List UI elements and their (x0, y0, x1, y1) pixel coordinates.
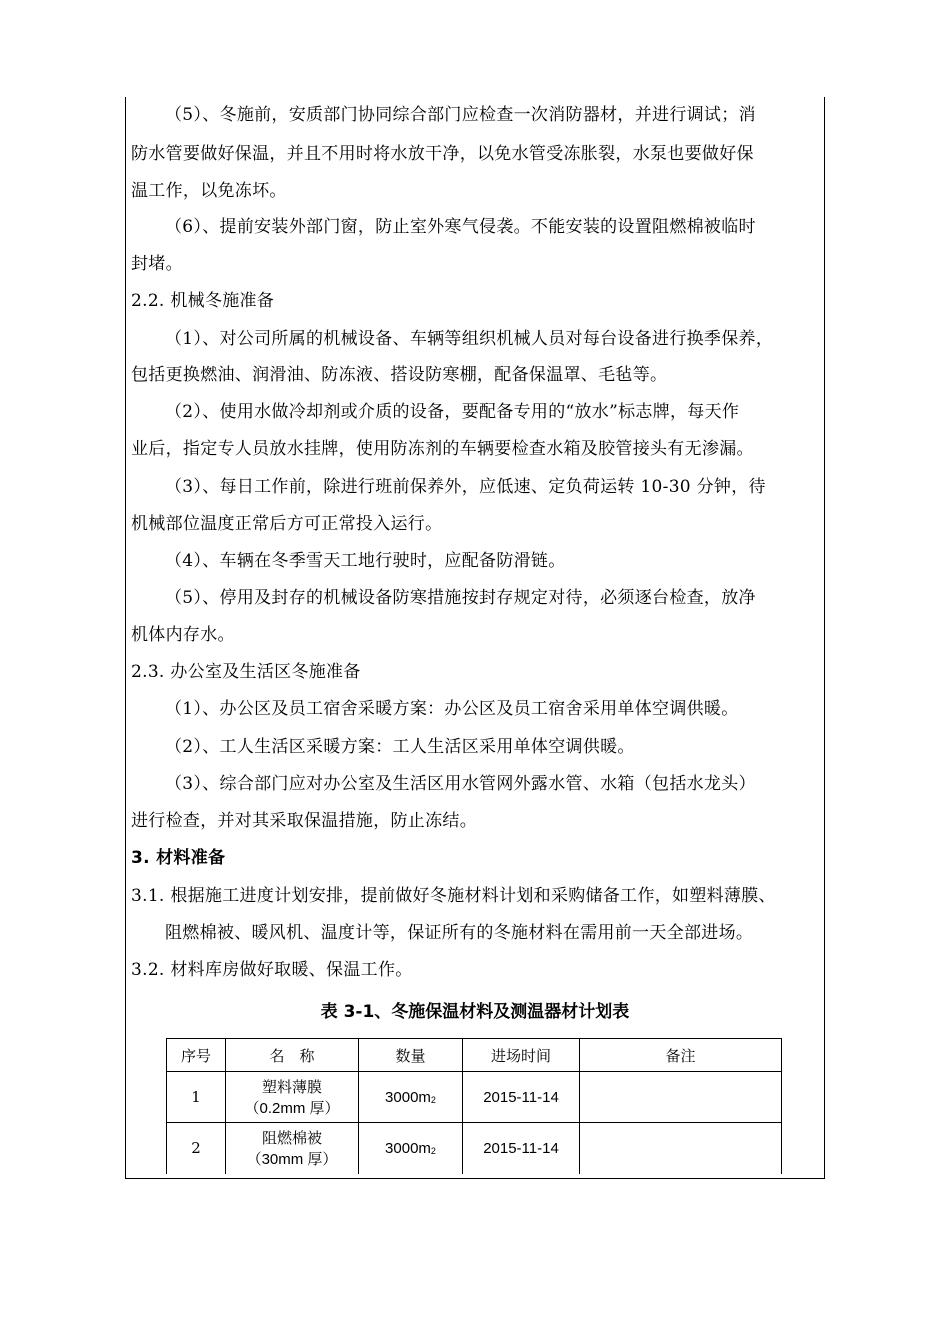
cell-remark (580, 1072, 782, 1123)
paragraph-line: 业后，指定专人员放水挂牌，使用防冻剂的车辆要检查水箱及胶管接头有无渗漏。 (131, 439, 754, 459)
paragraph-line: 封堵。 (131, 254, 183, 274)
cell-name (226, 1123, 359, 1174)
table-header-row (167, 1039, 782, 1072)
unit-superscript: 2 (430, 1145, 436, 1156)
cell-remark (580, 1123, 782, 1174)
table-row (167, 1123, 782, 1174)
paragraph-line: （2）、工人生活区采暖方案：工人生活区采用单体空调供暖。 (165, 737, 635, 757)
paragraph-line: （1）、对公司所属的机械设备、车辆等组织机械人员对每台设备进行换季保养， (165, 329, 774, 349)
paragraph-line: （3）、综合部门应对办公室及生活区用水管网外露水管、水箱（包括水龙头） (165, 774, 756, 794)
header-qty: 数量 (359, 1039, 463, 1072)
header-date: 进场时间 (463, 1039, 580, 1072)
qty-value: 3000m (385, 1139, 431, 1157)
cell-no: 1 (167, 1072, 226, 1123)
paragraph-line: （2）、使用水做冷却剂或介质的设备，要配备专用的“放水”标志牌，每天作 (165, 402, 740, 422)
paragraph-line: 机械部位温度正常后方可正常投入运行。 (131, 514, 443, 534)
paragraph-line: 进行检查，并对其采取保温措施，防止冻结。 (131, 811, 477, 831)
paragraph-line: 机体内存水。 (131, 625, 235, 645)
table-row (167, 1072, 782, 1123)
cell-name (226, 1072, 359, 1123)
paragraph-line: 温工作，以免冻坏。 (131, 181, 287, 201)
paragraph-line: （5）、停用及封存的机械设备防寒措施按封存规定对待，必须逐台检查，放净 (165, 588, 756, 608)
materials-plan-table (166, 1038, 782, 1174)
header-remark: 备注 (580, 1039, 782, 1072)
cell-no: 2 (167, 1123, 226, 1174)
paragraph-line: 3.2. 材料库房做好取暖、保温工作。 (131, 960, 413, 980)
qty-value: 3000m (385, 1088, 431, 1106)
section-heading: 2.3. 办公室及生活区冬施准备 (131, 662, 361, 682)
cell-date: 2015-11-14 (463, 1123, 580, 1174)
cell-qty (359, 1123, 463, 1174)
paragraph-line: 阻燃棉被、暖风机、温度计等，保证所有的冬施材料在需用前一天全部进场。 (165, 923, 754, 943)
table-caption: 表 3-1、冬施保温材料及测温器材计划表 (320, 1002, 630, 1022)
paragraph-line: 防水管要做好保温，并且不用时将水放干净，以免水管受冻胀裂，水泵也要做好保 (131, 144, 754, 164)
paragraph-line: （4）、车辆在冬季雪天工地行驶时，应配备防滑链。 (165, 551, 566, 571)
paragraph-line: 3.1. 根据施工进度计划安排，提前做好冬施材料计划和采购储备工作，如塑料薄膜、 (131, 886, 776, 906)
paragraph-line: 包括更换燃油、润滑油、防冻液、搭设防寒棚，配备保温罩、毛毡等。 (131, 365, 668, 385)
paragraph-line: （6）、提前安装外部门窗，防止室外寒气侵袭。不能安装的设置阻燃棉被临时 (165, 217, 756, 237)
cell-name-spec: （0.2mm 厚） (244, 1100, 340, 1117)
cell-date: 2015-11-14 (463, 1072, 580, 1123)
cell-name-main: 塑料薄膜 (261, 1078, 322, 1096)
paragraph-line: （3）、每日工作前，除进行班前保养外，应低速、定负荷运转 10-30 分钟，待 (165, 477, 766, 497)
header-no: 序号 (167, 1039, 226, 1072)
header-name: 名 称 (226, 1039, 359, 1072)
section-heading: 2.2. 机械冬施准备 (131, 291, 275, 311)
cell-name-spec: （30mm 厚） (246, 1151, 338, 1169)
cell-name-main: 阻燃棉被 (261, 1129, 322, 1148)
section-heading: 3. 材料准备 (131, 848, 226, 868)
cell-qty (359, 1072, 463, 1123)
paragraph-line: （5）、冬施前，安质部门协同综合部门应检查一次消防器材，并进行调试；消 (165, 105, 756, 125)
paragraph-line: （1）、办公区及员工宿舍采暖方案：办公区及员工宿舍采用单体空调供暖。 (165, 699, 739, 719)
unit-superscript: 2 (430, 1094, 436, 1105)
